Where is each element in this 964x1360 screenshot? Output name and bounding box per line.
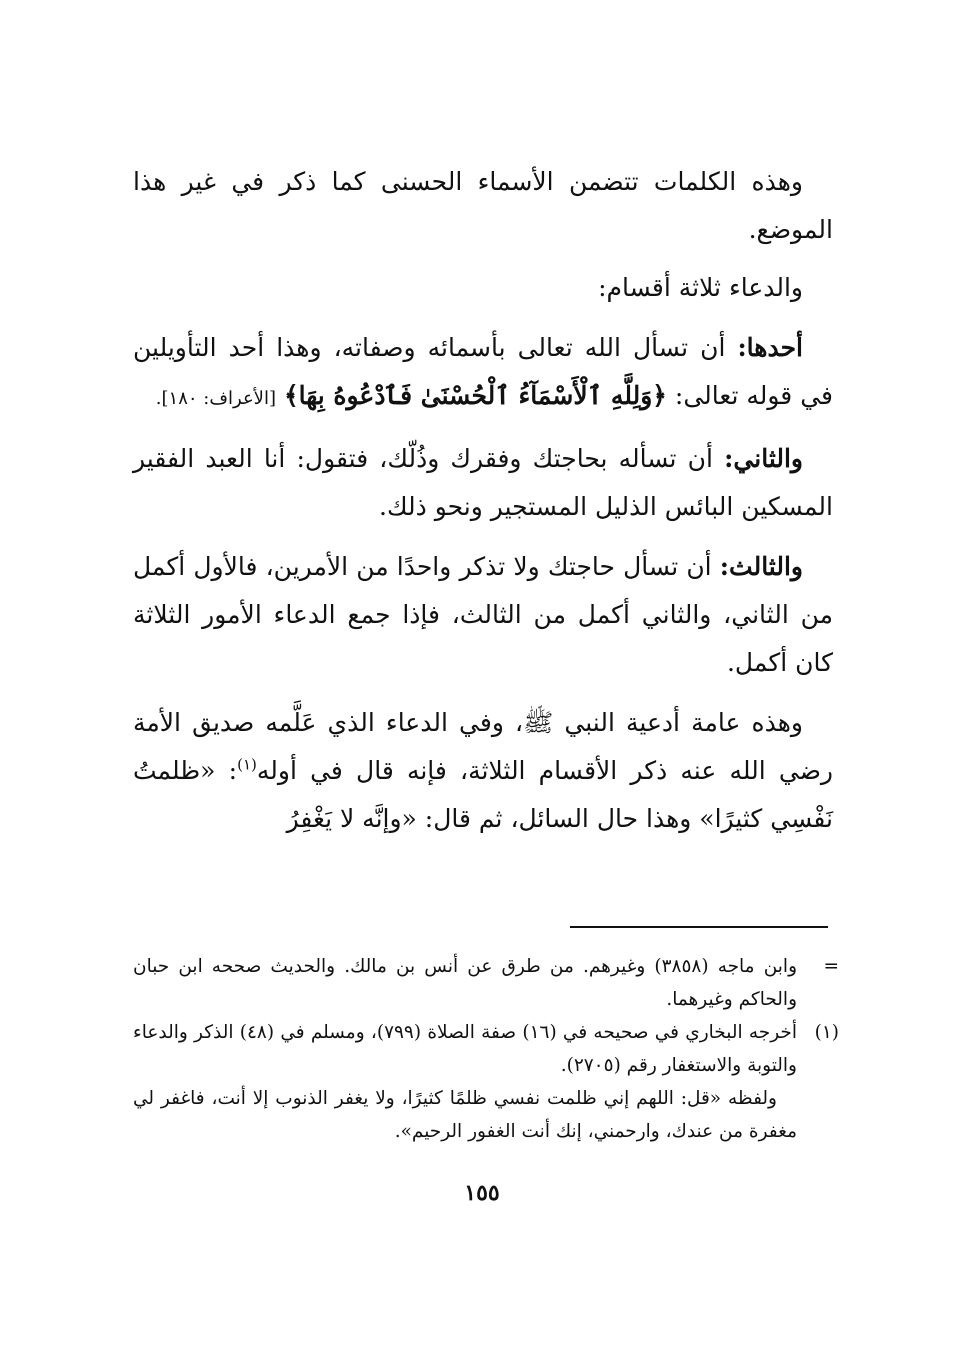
- paragraph-lead: والثاني:: [724, 444, 803, 473]
- paragraph-first-type: [133, 324, 833, 423]
- footnote-number: (١): [814, 1022, 839, 1043]
- paragraph-text: أن تسأله بحاجتك وفقرك وذُلّك، فتقول: أنا العبد الفقير المسكين البائس الذليل المستجير ونحو ذلك.: [133, 444, 833, 521]
- footnote-text: أخرجه البخاري في صحيحه في (١٦) صفة الصلاة (٧٩٩)، ومسلم في (٤٨) الذكر والدعاء والتوبة والاستغفار رقم (٢٧٠٥).: [133, 1022, 797, 1076]
- paragraph-text-continued: : «ظلمتُ نَفْسِي كثيرًا» وهذا حال السائل، ثم قال: «وإنَّه لا يَغْفِرُ: [133, 756, 833, 833]
- paragraph-text: وهذه الكلمات تتضمن الأسماء الحسنى كما ذكر في غير هذا الموضع.: [133, 167, 833, 244]
- paragraph-lead: أحدها:: [737, 333, 804, 362]
- footnote-continuation: [133, 950, 839, 1016]
- page-number: ١٥٥: [464, 1180, 500, 1206]
- paragraph-text: وهذه عامة أدعية النبي ﷺ، وفي الدعاء الذي عَلَّمه صديق الأمة رضي الله عنه ذكر الأقسام الثلاثة، فإنه قال في أوله: [133, 708, 834, 785]
- main-text: [133, 158, 833, 855]
- continuation-marker: =: [823, 956, 839, 977]
- footnote-text: ولفظه «قل: اللهم إني ظلمت نفسي ظلمًا كثيرًا، ولا يغفر الذنوب إلا أنت، فاغفر لي مغفرة من عندك، وارحمني، إنك أنت الغفور الرحيم».: [133, 1088, 797, 1142]
- paragraph-text: والدعاء ثلاثة أقسام:: [598, 273, 803, 302]
- footnote-1: [133, 1016, 839, 1082]
- paragraph-text: أن تسأل حاجتك ولا تذكر واحدًا من الأمرين، فالأول أكمل من الثاني، والثاني أكمل من الثالث، فإذا جمع الدعاء الأمور الثلاثة كان أكمل.: [133, 552, 833, 677]
- footnote-separator: [570, 926, 828, 928]
- footnote-marker[interactable]: (١): [237, 755, 257, 774]
- verse-reference: [الأعراف: ١٨٠].: [155, 388, 276, 409]
- paragraph-categories: [133, 264, 833, 312]
- footnote-text: وابن ماجه (٣٨٥٨) وغيرهم. من طرق عن أنس بن مالك. والحديث صححه ابن حبان والحاكم وغيرهما.: [133, 956, 797, 1010]
- paragraph-lead: والثالث:: [719, 552, 803, 581]
- quran-verse: ﴿وَلِلَّهِ ٱلْأَسْمَآءُ ٱلْحُسْنَىٰ فَٱدْعُوهُ بِهَا﴾: [283, 381, 667, 410]
- paragraph-third-type: [133, 543, 833, 687]
- paragraph-text: أن تسأل الله تعالى بأسمائه وصفاته، وهذا أحد التأويلين في قوله تعالى:: [133, 333, 833, 410]
- footnote-1-continuation: [133, 1082, 839, 1148]
- paragraph-second-type: [133, 435, 833, 531]
- footnotes: [133, 950, 839, 1148]
- paragraph-prophet-dua: [133, 699, 833, 843]
- paragraph-intro: [133, 158, 833, 254]
